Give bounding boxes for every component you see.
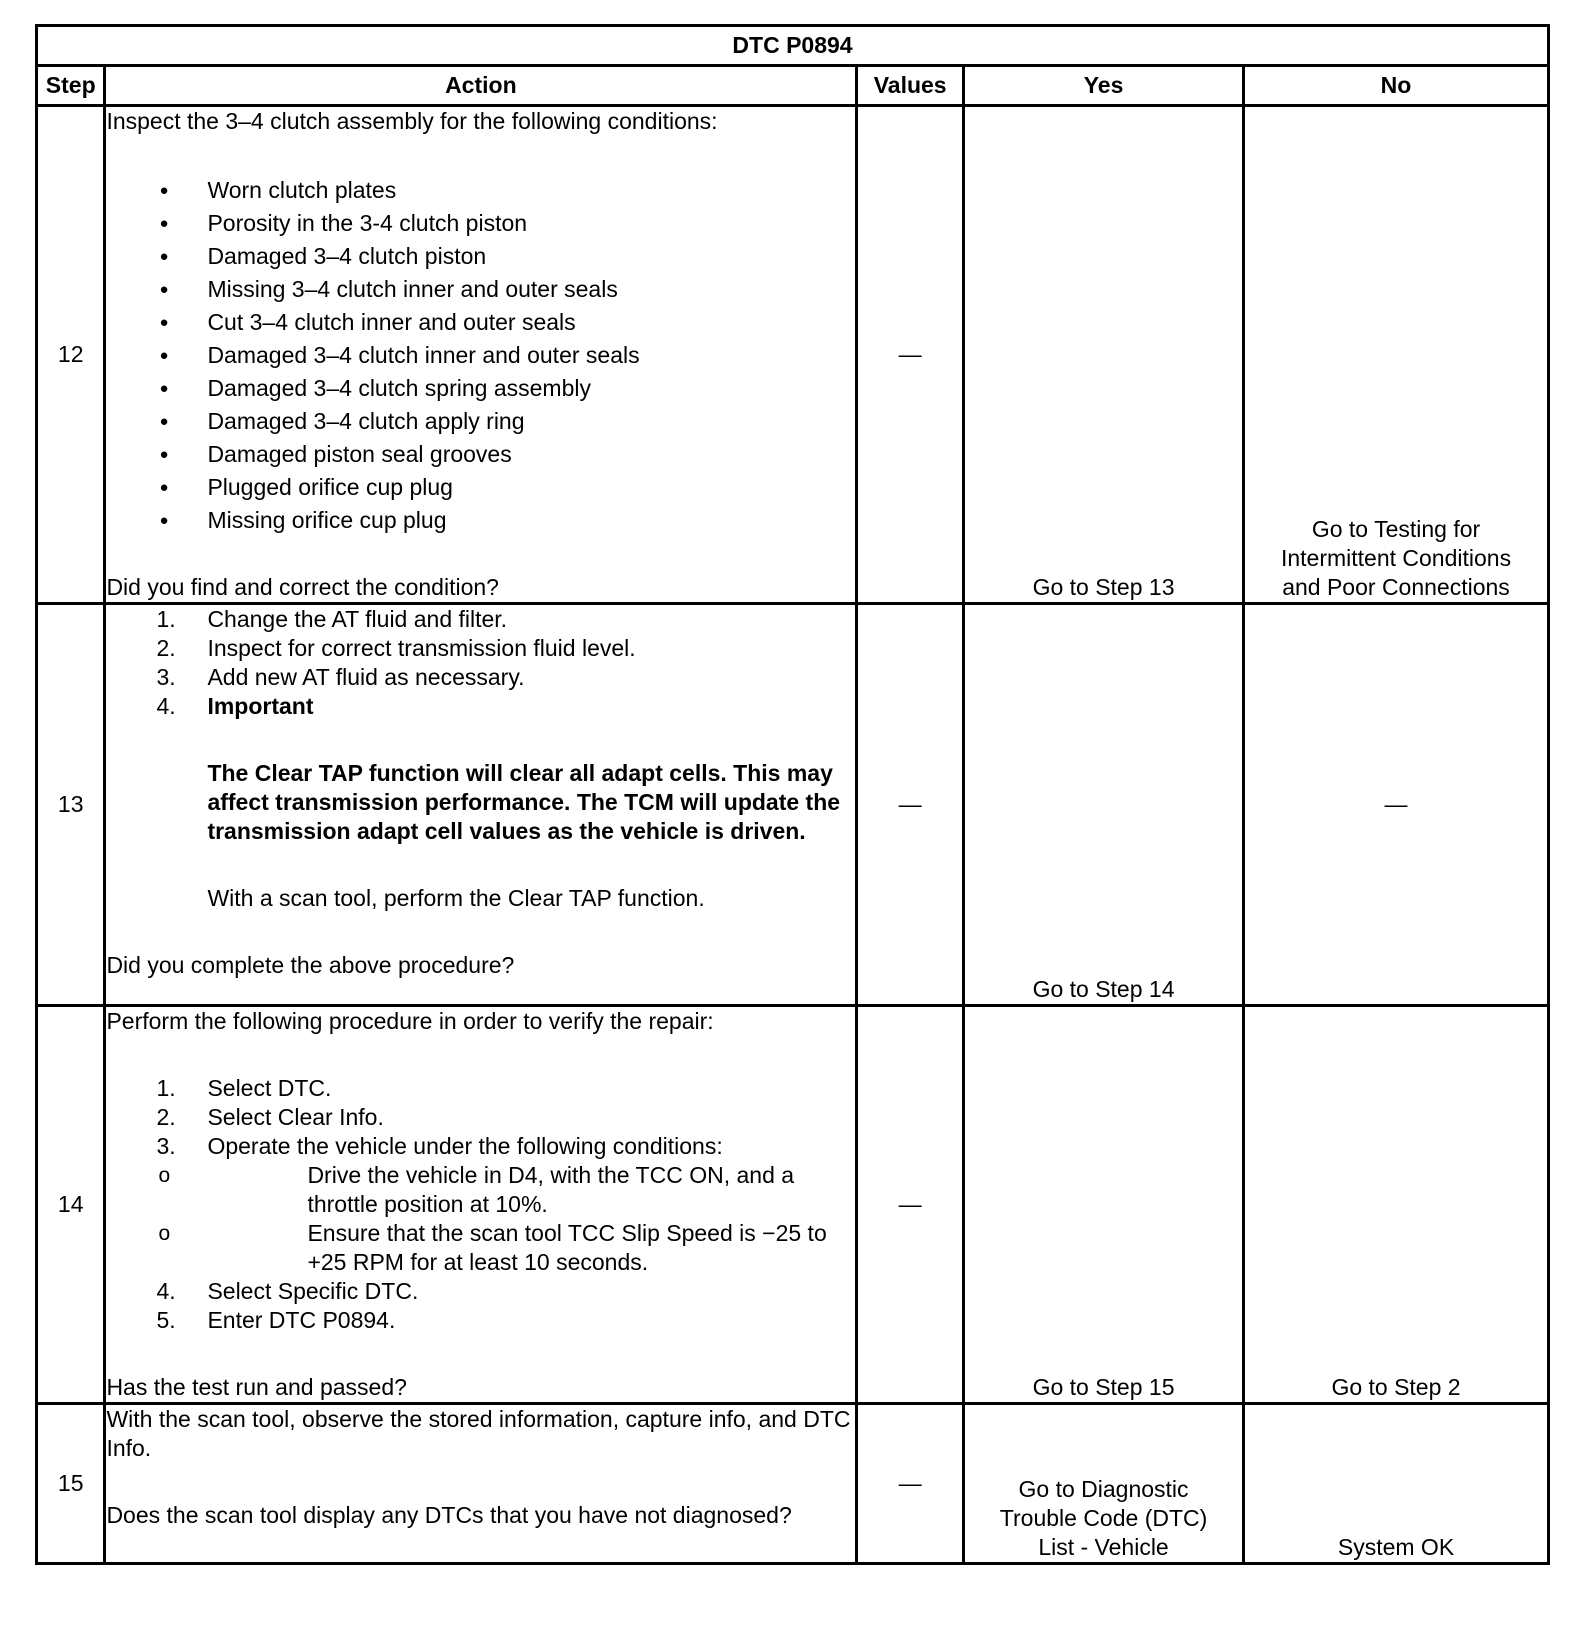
table-row [37,604,1549,1006]
no-line: Intermittent Conditions [1280,545,1512,571]
header-values: Values [857,66,964,106]
list-item [106,1074,855,1103]
values-cell: — [857,1404,964,1564]
list-item [106,1132,855,1277]
item-text: Change the AT fluid and filter. [207,606,508,632]
yes-cell: Go to Step 13 [964,106,1244,604]
header-yes: Yes [964,66,1244,106]
action-question: Does the scan tool display any DTCs that you have not diagnosed? [106,1502,792,1528]
no-line: and Poor Connections [1282,574,1510,600]
yes-cell: Go to Step 14 [964,604,1244,1006]
yes-cell [964,1404,1244,1564]
no-cell [1244,106,1549,604]
item-number: 4. [156,693,176,719]
header-step: Step [37,66,105,106]
no-cell: System OK [1244,1404,1549,1564]
item-text: Inspect for correct transmission fluid level. [207,635,636,661]
table-row [37,1404,1549,1564]
item-number: 3. [156,664,176,690]
procedure-list [106,1074,855,1335]
table-title: DTC P0894 [37,26,1549,66]
dtc-table [35,24,1550,1565]
important-label: Important [207,693,314,719]
values-cell: — [857,1006,964,1404]
yes-cell: Go to Step 15 [964,1006,1244,1404]
item-text: Select Clear Info. [207,1104,384,1130]
table-row [37,106,1549,604]
list-item: ● Cut 3–4 clutch inner and outer seals [106,306,855,339]
list-item: ● Damaged 3–4 clutch inner and outer seals [106,339,855,372]
item-number: 5. [156,1307,176,1333]
item-text: Enter DTC P0894. [207,1307,396,1333]
item-number: 2. [156,635,176,661]
no-line: Go to Testing for [1311,516,1481,542]
list-item [106,634,855,663]
action-question: Did you find and correct the condition? [106,574,499,600]
list-item [106,1306,855,1335]
values-cell: — [857,106,964,604]
yes-line: Go to Diagnostic [1018,1476,1189,1502]
item-number: 1. [156,1075,176,1101]
list-item [106,605,855,634]
action-intro: With the scan tool, observe the stored information, capture info, and DTC Info. [106,1406,851,1461]
list-item [106,1103,855,1132]
condition-sublist [106,1161,855,1277]
list-item: o Drive the vehicle in D4, with the TCC ON, and a throttle position at 10%. [106,1161,855,1219]
item-text: Select Specific DTC. [207,1278,419,1304]
step-number: 15 [37,1404,105,1564]
yes-line: Trouble Code (DTC) [999,1505,1208,1531]
no-cell: — [1244,604,1549,1006]
values-cell: — [857,604,964,1006]
procedure-list [106,605,855,721]
item-text: Add new AT fluid as necessary. [207,664,525,690]
item-text: Operate the vehicle under the following conditions: [207,1133,723,1159]
list-item: ● Worn clutch plates [106,174,855,207]
action-cell [105,604,857,1006]
list-item: ● Missing orifice cup plug [106,504,855,537]
step-number: 13 [37,604,105,1006]
item-number: 3. [156,1133,176,1159]
important-note: The Clear TAP function will clear all adapt cells. This may affect transmission performance. The TCM will update the transmission adapt cell values as the vehicle is driven. [207,760,841,844]
item-number: 1. [156,606,176,632]
list-item: o Ensure that the scan tool TCC Slip Speed is −25 to +25 RPM for at least 10 seconds. [106,1219,855,1277]
item-text: Select DTC. [207,1075,332,1101]
list-item: ● Damaged 3–4 clutch spring assembly [106,372,855,405]
list-item: ● Missing 3–4 clutch inner and outer seals [106,273,855,306]
action-intro: Perform the following procedure in order to verify the repair: [106,1008,714,1034]
header-no: No [1244,66,1549,106]
list-item: ● Damaged 3–4 clutch apply ring [106,405,855,438]
action-question: Has the test run and passed? [106,1374,407,1400]
list-item [106,663,855,692]
list-item: ● Porosity in the 3-4 clutch piston [106,207,855,240]
condition-list [106,174,855,537]
list-item: ● Plugged orifice cup plug [106,471,855,504]
step-number: 14 [37,1006,105,1404]
list-item: ● Damaged piston seal grooves [106,438,855,471]
no-cell: Go to Step 2 [1244,1006,1549,1404]
list-item [106,1277,855,1306]
step-number: 12 [37,106,105,604]
action-cell [105,1404,857,1564]
yes-line: List - Vehicle [1038,1534,1169,1560]
header-action: Action [105,66,857,106]
action-intro: Inspect the 3–4 clutch assembly for the following conditions: [106,108,718,134]
action-cell [105,1006,857,1404]
action-instruction: With a scan tool, perform the Clear TAP function. [207,885,705,911]
action-cell [105,106,857,604]
table-row [37,1006,1549,1404]
item-number: 4. [156,1278,176,1304]
action-question: Did you complete the above procedure? [106,952,515,978]
list-item: ● Damaged 3–4 clutch piston [106,240,855,273]
item-number: 2. [156,1104,176,1130]
list-item [106,692,855,721]
